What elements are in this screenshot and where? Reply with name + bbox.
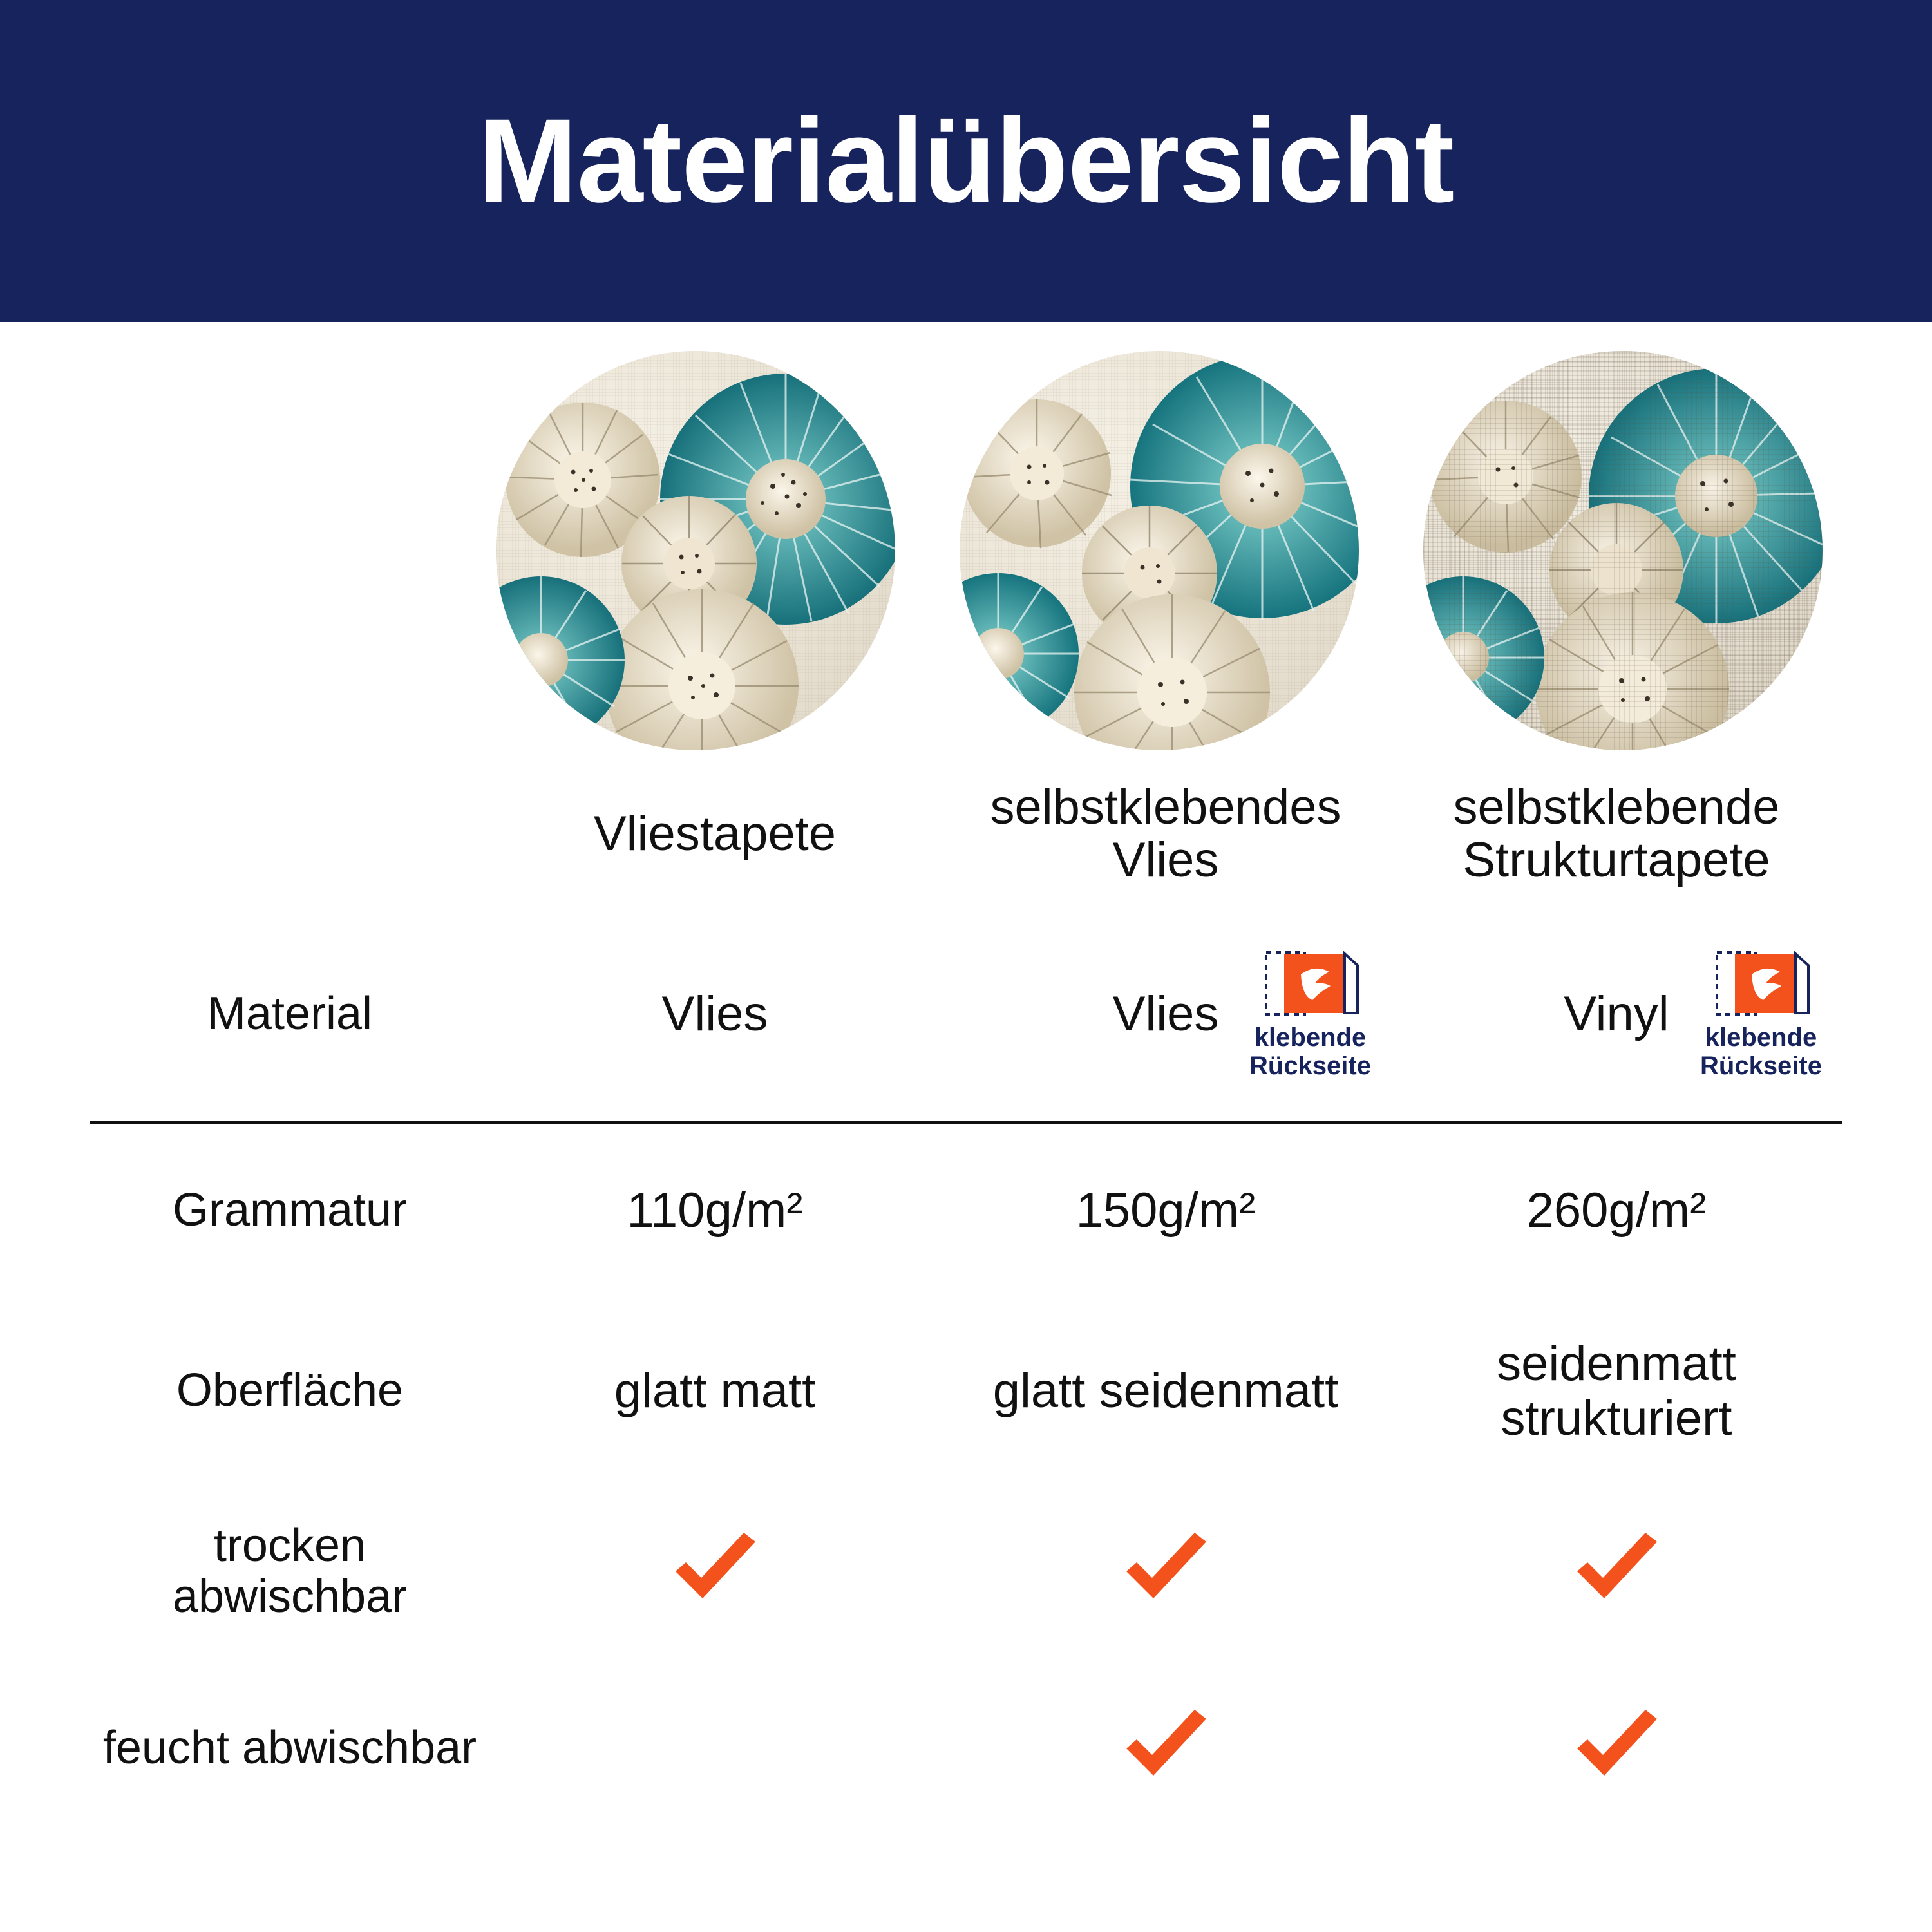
adhesive-back-label: klebende Rückseite: [1249, 1023, 1371, 1080]
cell-grammatur-vliestapete: 110g/m²: [627, 1183, 803, 1238]
header-vliestapete: Vliestapete: [593, 806, 837, 861]
cell-value: Vlies: [1112, 987, 1219, 1042]
fan-pattern-art: [1423, 351, 1823, 750]
cell-oberflaeche-selbstklebende-strukturtapete: seidenmatt strukturiert: [1497, 1336, 1736, 1446]
cell-grammatur-selbstklebendes-vlies: 150g/m²: [1075, 1183, 1256, 1238]
cell-feucht-selbstklebende-strukturtapete: [1391, 1658, 1842, 1839]
row-label-material: Material: [207, 988, 373, 1040]
header-selbstklebende-strukturtapete: selbstklebende Strukturtapete: [1453, 779, 1780, 887]
material-sample-row: [489, 345, 1880, 757]
adhesive-back-badge: [1241, 949, 1379, 1080]
adhesive-back-label: klebende Rückseite: [1700, 1023, 1822, 1080]
adhesive-back-icon: [1713, 949, 1810, 1019]
check-mark-icon: [1568, 1531, 1665, 1609]
cell-oberflaeche-vliestapete: glatt matt: [614, 1363, 816, 1419]
cell-oberflaeche-selbstklebendes-vlies: glatt seidenmatt: [992, 1363, 1339, 1419]
cell-material-vliestapete: [489, 908, 940, 1122]
cell-value: Vinyl: [1564, 987, 1669, 1042]
fan-pattern-art: [496, 351, 895, 750]
check-mark-icon: [1568, 1709, 1665, 1786]
cell-trocken-selbstklebendes-vlies: [940, 1484, 1391, 1658]
table-row-oberflaeche: [90, 1298, 1842, 1484]
cell-material-selbstklebendes-vlies: [940, 908, 1391, 1122]
cell-grammatur-selbstklebende-strukturtapete: 260g/m²: [1526, 1183, 1707, 1238]
page-title: Materialübersicht: [478, 94, 1454, 227]
cell-material-selbstklebende-strukturtapete: [1391, 908, 1842, 1122]
row-label-feucht-abwischbar: feucht abwischbar: [102, 1722, 477, 1774]
sample-cell-selbstklebende-strukturtapete: [1417, 345, 1829, 757]
cell-feucht-selbstklebendes-vlies: [940, 1658, 1391, 1839]
material-comparison-table: [90, 760, 1842, 1839]
cell-feucht-vliestapete: [489, 1658, 940, 1839]
adhesive-back-badge: [1692, 949, 1830, 1080]
table-header-row: [90, 760, 1842, 908]
table-row-trocken-abwischbar: [90, 1484, 1842, 1658]
table-row-feucht-abwischbar: [90, 1658, 1842, 1839]
check-mark-icon: [1117, 1709, 1214, 1786]
header-selbstklebendes-vlies: selbstklebendes Vlies: [990, 779, 1341, 887]
row-label-oberflaeche: Oberfläche: [176, 1365, 404, 1417]
sample-cell-vliestapete: [489, 345, 902, 757]
cell-trocken-vliestapete: [489, 1484, 940, 1658]
table-row-grammatur: [90, 1122, 1842, 1298]
row-label-trocken-abwischbar: trocken abwischbar: [172, 1519, 408, 1622]
cell-value: Vlies: [661, 987, 768, 1042]
swatch-vliestapete: [496, 351, 895, 750]
table-row-material: [90, 908, 1842, 1122]
swatch-selbstklebende-strukturtapete: [1423, 351, 1823, 750]
header-band: [0, 0, 1932, 322]
check-mark-icon: [1117, 1531, 1214, 1609]
row-label-grammatur: Grammatur: [172, 1184, 408, 1236]
check-mark-icon: [667, 1531, 763, 1609]
fan-pattern-art: [960, 351, 1359, 750]
header-corner-empty: [90, 760, 489, 908]
cell-trocken-selbstklebende-strukturtapete: [1391, 1484, 1842, 1658]
swatch-selbstklebendes-vlies: [960, 351, 1359, 750]
sample-cell-selbstklebendes-vlies: [953, 345, 1365, 757]
adhesive-back-icon: [1262, 949, 1359, 1019]
